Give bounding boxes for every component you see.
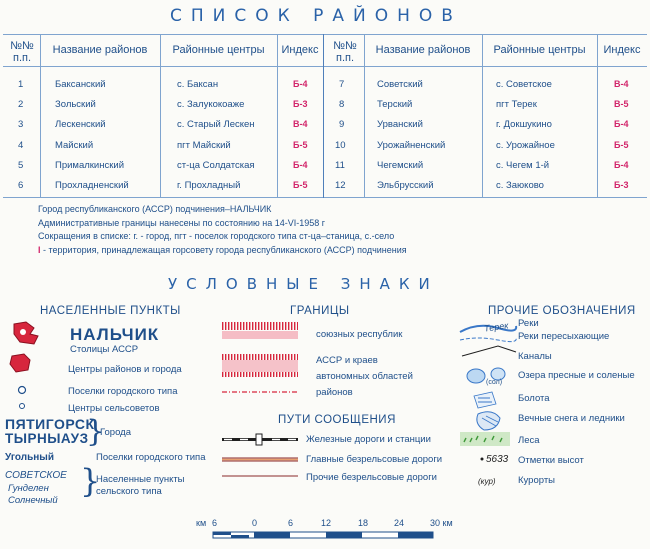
district-index: В-5: [614, 99, 629, 109]
village-center-symbol-icon: [20, 404, 25, 409]
urban-settlement-symbol-icon: [19, 387, 26, 394]
district-name: Зольский: [55, 99, 96, 110]
district-name: Урожайненский: [377, 140, 446, 151]
elevations-label: Отметки высот: [518, 455, 584, 466]
district-center: с. Залукокоаже: [177, 99, 245, 110]
row-number: 2: [18, 99, 24, 110]
district-index: Б-4: [293, 160, 308, 170]
table-col-divider: [482, 34, 483, 198]
district-name: Чегемский: [377, 160, 424, 171]
canals-label: Каналы: [518, 351, 552, 362]
district-name: Терский: [377, 99, 413, 110]
district-index: Б-5: [293, 140, 308, 150]
district-index: Б-4: [614, 160, 629, 170]
union-border-label: союзных республик: [316, 329, 403, 340]
row-number: 12: [335, 180, 346, 191]
district-index: В-4: [293, 119, 308, 129]
settlements-title: НАСЕЛЕННЫЕ ПУНКТЫ: [40, 305, 181, 317]
capital-symbol-icon: [14, 322, 38, 344]
district-name: Урванский: [377, 119, 423, 130]
table-col-divider: [364, 34, 365, 198]
row-number: 6: [18, 180, 24, 191]
district-center: с. Баксан: [177, 79, 219, 90]
scale-tick-label: 6: [288, 518, 294, 528]
note-capital: Город республиканского (АССР) подчинения–НАЛЬЧИК: [38, 204, 272, 214]
table-col-divider: [597, 34, 598, 198]
district-center: с. Заюково: [496, 180, 544, 191]
scale-tick-label: 6: [212, 518, 218, 528]
other-title: ПРОЧИЕ ОБОЗНАЧЕНИЯ: [488, 305, 636, 317]
district-center: с. Старый Лескен: [177, 119, 255, 130]
district-name: Майский: [55, 140, 94, 151]
union-border-symbol-icon: [222, 322, 298, 339]
table-col-divider: [40, 34, 41, 198]
canal-symbol-icon: [462, 346, 516, 356]
scale-tick-label: 0: [252, 518, 258, 528]
header-number: №№ п.п.: [10, 40, 34, 64]
district-name: Баксанский: [55, 79, 106, 90]
district-name: Лескенский: [55, 119, 106, 130]
scale-bar: [212, 530, 444, 542]
lakes-label: Озера пресные и соленые: [518, 370, 635, 381]
header-center: Районные центры: [172, 44, 265, 56]
district-index: Б-5: [614, 140, 629, 150]
table-col-divider: [277, 34, 278, 198]
row-number: 7: [339, 79, 345, 90]
table-col-divider: [160, 34, 161, 198]
scale-tick-label: 24: [394, 518, 405, 528]
district-index: Б-4: [614, 119, 629, 129]
city-bracket: }: [86, 414, 106, 449]
district-border-label: районов: [316, 387, 353, 398]
river-sample: Терек: [483, 320, 510, 334]
district-name: Прохладненский: [55, 180, 129, 191]
row-number: 11: [335, 160, 345, 171]
other-symbols: [458, 318, 518, 498]
row-number: 4: [18, 140, 24, 151]
assr-border-symbol-icon: [222, 354, 298, 377]
resorts-label: Курорты: [518, 475, 555, 486]
district-center: г. Докшукино: [496, 119, 552, 130]
header-index: Индекс: [281, 44, 319, 56]
railway-symbol-icon: [222, 434, 298, 445]
glacier-symbol-icon: [477, 412, 500, 430]
border-symbols: [222, 322, 302, 402]
urban-settlements-label: Поселки городского типа: [68, 386, 178, 397]
village-centers-label: Центры сельсоветов: [68, 403, 160, 414]
note-territory: [38, 245, 407, 255]
header-name: Название районов: [52, 44, 148, 56]
main-road-label: Главные безрельсовые дороги: [306, 454, 443, 465]
rural-label-1: Населенные пункты: [96, 474, 185, 485]
assr-border-label-1: АССР и краев: [316, 355, 378, 366]
scale-tick-label: 30 км: [430, 518, 453, 528]
row-number: 5: [18, 160, 24, 171]
borders-title: ГРАНИЦЫ: [290, 305, 350, 317]
rural-label-2: сельского типа: [96, 486, 162, 497]
district-index: Б-5: [293, 180, 308, 190]
district-centers-label: Центры районов и города: [68, 364, 182, 375]
district-center: с. Советское: [496, 79, 552, 90]
lake-sample: (сол): [486, 379, 503, 386]
note-borders-date: Административные границы нанесены по состоянию на 14-VI-1958 г: [38, 218, 326, 228]
rural-sample-1: СОВЕТСКОЕ: [5, 470, 67, 481]
table-bottom-border: [3, 197, 647, 198]
dry-rivers-label: Реки пересыхающие: [518, 331, 610, 342]
note-abbreviations: Сокращения в списке: г. - город, пгт - поселок городского типа ст-ца–станица, с.-село: [38, 231, 395, 241]
district-name: Эльбрусский: [377, 180, 434, 191]
rivers-label: Реки: [518, 318, 539, 329]
district-center: пгт Терек: [496, 99, 537, 110]
resort-sample: (кур): [478, 477, 496, 486]
district-center-symbol-icon: [10, 354, 30, 372]
capital-sample: НАЛЬЧИК: [70, 325, 160, 344]
rural-sample-2: Гунделен: [8, 483, 49, 494]
district-name: Советский: [377, 79, 423, 90]
swamps-label: Болота: [518, 393, 550, 404]
district-index: Б-3: [614, 180, 629, 190]
rural-bracket: }: [80, 462, 101, 500]
urban-sample: Угольный: [5, 452, 54, 463]
row-number: 10: [335, 140, 346, 151]
forests-label: Леса: [518, 435, 540, 446]
scale-tick-label: 18: [358, 518, 369, 528]
legend-title: УСЛОВНЫЕ ЗНАКИ: [168, 275, 439, 293]
main-road-symbol-icon: [222, 458, 298, 461]
row-number: 9: [339, 119, 345, 130]
city-sample-2: ТЫРНЫАУЗ: [5, 431, 89, 446]
glaciers-label: Вечные снега и ледники: [518, 413, 625, 424]
roads-title: ПУТИ СООБЩЕНИЯ: [278, 414, 396, 426]
dry-river-symbol-icon: [460, 338, 516, 342]
scale-tick-label: 12: [321, 518, 332, 528]
district-index: Б-3: [293, 99, 308, 109]
territory-text: - территория, принадлежащая горсовету города республиканского (АССР) подчинения: [40, 245, 407, 255]
header-center: Районные центры: [493, 44, 586, 56]
railway-label: Железные дороги и станции: [306, 434, 431, 445]
scale-unit: км: [196, 518, 207, 528]
urban-label: Поселки городского типа: [96, 452, 206, 463]
table-mid-divider: [323, 34, 324, 198]
district-index: В-4: [614, 79, 629, 89]
header-index: Индекс: [603, 44, 641, 56]
header-number: №№ п.п.: [333, 40, 357, 64]
row-number: 1: [18, 79, 24, 90]
elevation-sample: 5633: [486, 454, 509, 465]
table-header-border: [3, 66, 647, 67]
district-center: г. Прохладный: [177, 180, 241, 191]
city-sample-1: ПЯТИГОРСК: [5, 416, 95, 432]
elevation-point-icon: [481, 458, 484, 461]
district-index: Б-4: [293, 79, 308, 89]
district-center: с. Урожайное: [496, 140, 555, 151]
capital-label: Столицы АССР: [70, 344, 139, 355]
other-road-label: Прочие безрельсовые дороги: [306, 472, 437, 483]
row-number: 3: [18, 119, 24, 130]
district-center: с. Чегем 1-й: [496, 160, 550, 171]
city-label: Города: [100, 427, 131, 438]
district-list-title: СПИСОК РАЙОНОВ: [170, 6, 462, 26]
row-number: 8: [339, 99, 345, 110]
district-name: Прималкинский: [55, 160, 125, 171]
swamp-symbol-icon: [474, 392, 496, 408]
header-name: Название районов: [375, 44, 471, 56]
table-top-border: [3, 34, 647, 35]
forest-symbol-icon: [460, 432, 510, 446]
rural-sample-3: Солнечный: [8, 495, 58, 506]
assr-border-label-2: автономных областей: [316, 371, 413, 382]
territory-marker: I: [38, 245, 41, 255]
road-symbols: [222, 432, 302, 482]
district-center: ст-ца Солдатская: [177, 160, 255, 171]
district-center: пгт Майский: [177, 140, 231, 151]
